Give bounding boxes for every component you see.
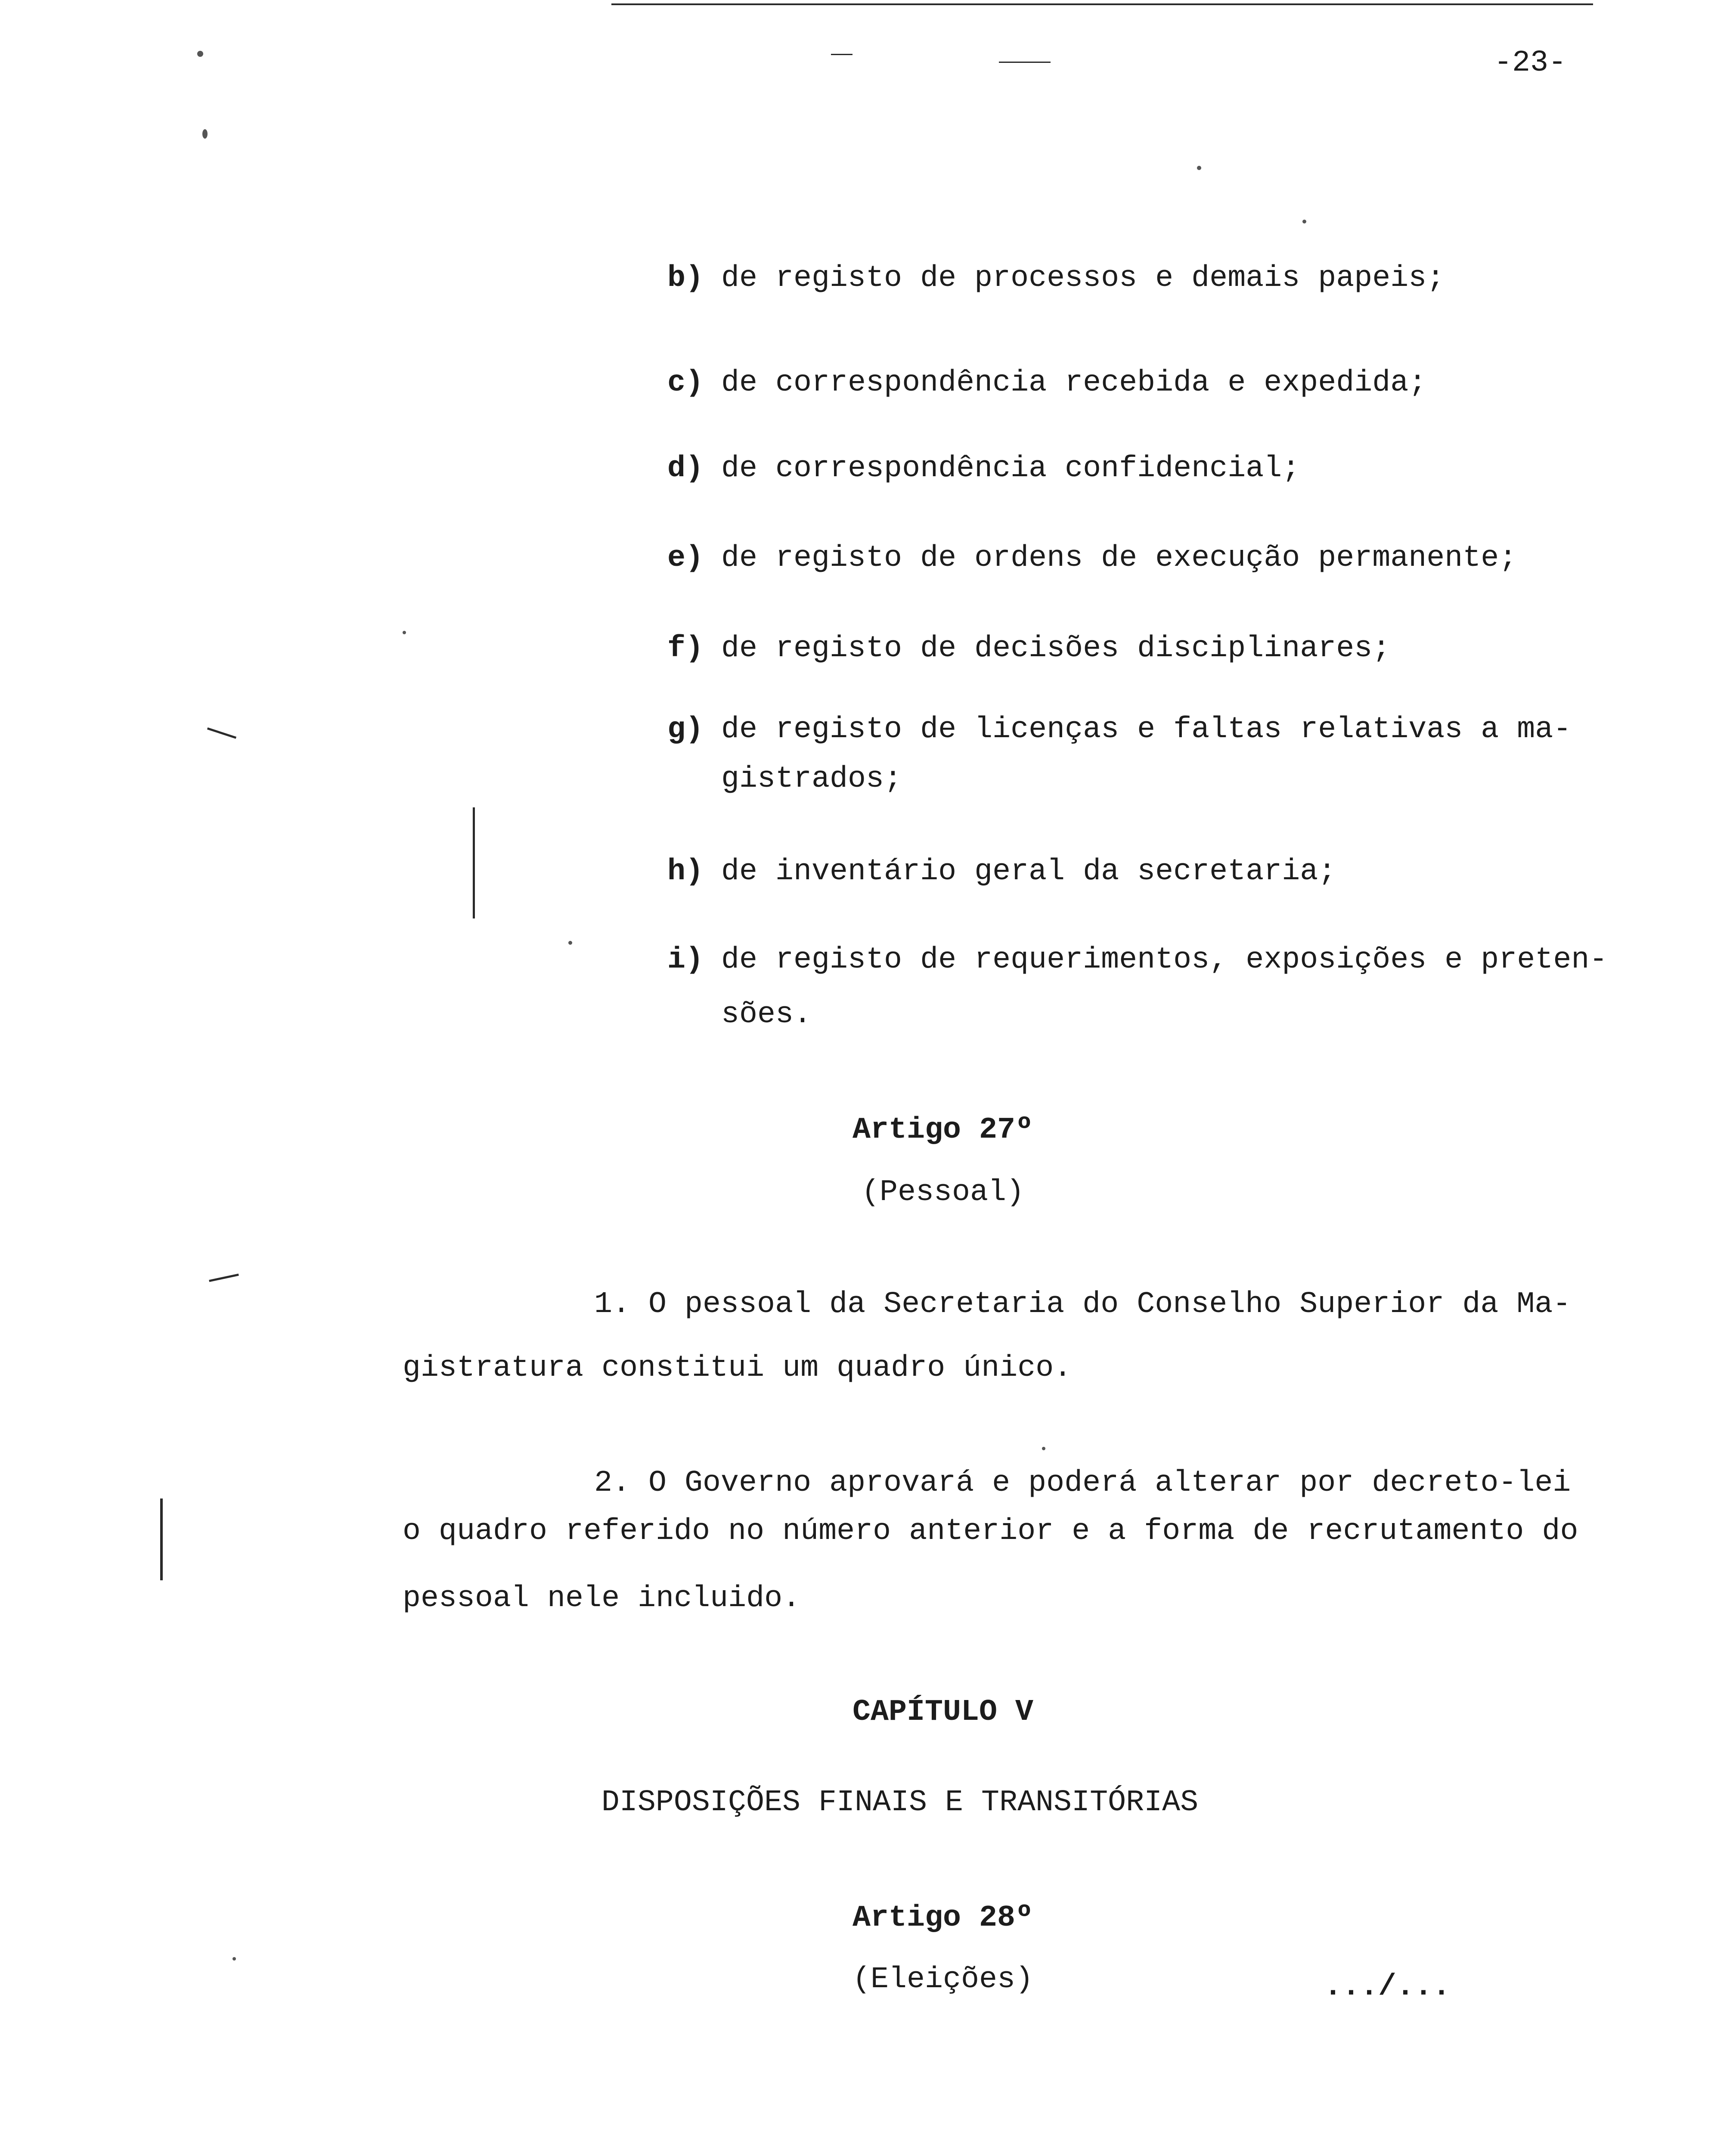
chapter-title: CAPÍTULO V	[852, 1695, 1034, 1729]
scan-speck	[202, 129, 208, 139]
list-marker: d)	[667, 452, 704, 486]
scan-speck	[232, 1957, 236, 1961]
scan-smudge	[999, 62, 1051, 63]
list-text: de registo de processos e demais papeis;	[721, 261, 1445, 295]
list-text: de inventário geral da secretaria;	[721, 855, 1336, 889]
list-marker: i)	[667, 943, 704, 977]
article-27-paragraph-2-line-2: o quadro referido no número anterior e a forma de recrutamento do	[403, 1514, 1578, 1548]
article-28-heading: Artigo 28º	[852, 1901, 1034, 1935]
scan-speck	[197, 51, 203, 57]
list-text: de correspondência confidencial;	[721, 452, 1300, 486]
list-marker: c)	[667, 366, 704, 400]
article-27-subheading: (Pessoal)	[861, 1176, 1025, 1210]
list-text: de registo de requerimentos, exposições e preten-	[721, 943, 1608, 977]
article-27-paragraph-2-line-3: pessoal nele incluido.	[403, 1582, 801, 1616]
article-27-paragraph-1-line-1: 1. O pessoal da Secretaria do Conselho Superior da Ma-	[594, 1287, 1571, 1322]
list-marker: b)	[667, 261, 704, 295]
scan-speck	[1197, 166, 1201, 170]
list-text: de correspondência recebida e expedida;	[721, 366, 1427, 400]
margin-bar	[473, 807, 475, 918]
list-marker: e)	[667, 541, 704, 575]
scan-smudge	[831, 54, 852, 55]
list-text-continued: sões.	[721, 998, 812, 1032]
article-27-paragraph-2-line-1: 2. O Governo aprovará e poderá alterar por decreto-lei	[594, 1466, 1571, 1500]
article-27-heading: Artigo 27º	[852, 1113, 1034, 1147]
article-28-subheading: (Eleições)	[852, 1963, 1034, 1997]
scan-smudge	[207, 727, 236, 738]
scan-smudge	[209, 1274, 239, 1282]
scan-speck	[1302, 220, 1306, 223]
article-27-paragraph-1-line-2: gistratura constitui um quadro único.	[403, 1351, 1072, 1385]
list-text: de registo de licenças e faltas relativas a ma-	[721, 713, 1572, 747]
left-margin-bar	[160, 1498, 163, 1580]
list-marker: f)	[667, 632, 704, 666]
continuation-marker: .../...	[1324, 1970, 1451, 2004]
list-text: de registo de decisões disciplinares;	[721, 632, 1391, 666]
list-text: de registo de ordens de execução permanente;	[721, 541, 1517, 575]
list-marker: g)	[667, 713, 704, 747]
list-text-continued: gistrados;	[721, 762, 902, 796]
scan-top-edge	[611, 3, 1593, 5]
scan-speck	[403, 631, 406, 634]
scan-speck	[1042, 1447, 1045, 1450]
list-marker: h)	[667, 855, 704, 889]
page-number: -23-	[1494, 46, 1567, 80]
scan-speck	[568, 941, 572, 945]
chapter-subtitle: DISPOSIÇÕES FINAIS E TRANSITÓRIAS	[601, 1786, 1199, 1820]
